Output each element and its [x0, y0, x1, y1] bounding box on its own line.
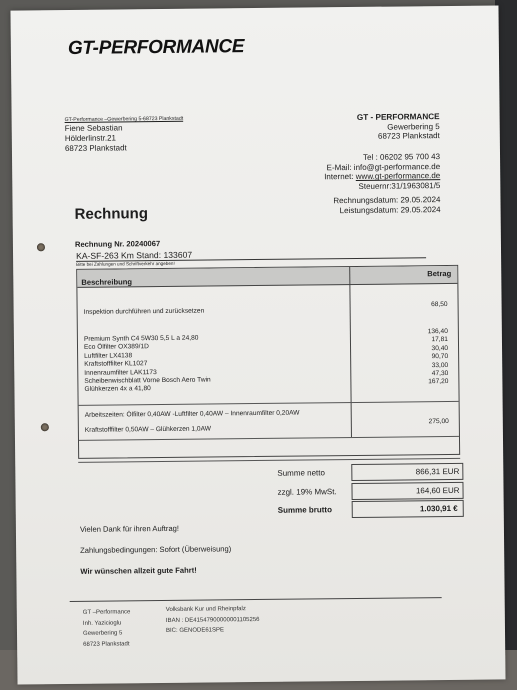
- table-row: Eco Ölfilter OX389/1D: [83, 343, 149, 352]
- company-contact: [324, 152, 440, 192]
- amount-cell: 17,81: [431, 336, 448, 344]
- footer-divider: [70, 597, 442, 602]
- recipient-city: 68723 Plankstadt: [64, 143, 127, 154]
- company-street: Gewerbering 5: [387, 121, 440, 132]
- amount-cell: 167,20: [428, 378, 449, 386]
- table-row: Premium Synth C4 5W30 5,5 L a 24,80: [83, 334, 199, 343]
- table-row: Glühkerzen 4x a 41,80: [84, 385, 151, 394]
- company-city: 68723 Plankstadt: [377, 131, 440, 141]
- net-total-label: Summe netto: [277, 468, 325, 478]
- row-divider: [79, 436, 459, 441]
- reference-note: Bitte bei Zahlungen und Schriftverkehr angeben!: [76, 260, 175, 267]
- table-row: Innenraumfilter LAK1173: [84, 368, 157, 377]
- amount-cell: 30,40: [431, 344, 449, 352]
- column-divider: [349, 267, 352, 437]
- payment-terms: Zahlungsbedingungen: Sofort (Überweisung): [80, 544, 232, 555]
- inspection-description: Inspektion durchführen und zurücksetzen: [83, 307, 205, 316]
- labor-line-2: Kraftstofffilter 0,50AW – Glühkerzen 1,0AW: [84, 425, 211, 434]
- footer-bank: [166, 604, 260, 636]
- amount-cell: 47,30: [431, 370, 449, 378]
- footer-city: 68723 Plankstadt: [83, 640, 130, 648]
- footer-owner: Inh. Yazicioglu: [82, 619, 122, 627]
- invoice-table: [76, 265, 460, 459]
- amount-cell: 90,70: [431, 353, 449, 361]
- company-logo: GT-PERFORMANCE: [67, 36, 245, 59]
- table-row: Luftfilter LX4138: [84, 352, 133, 360]
- invoice-date: Rechnungsdatum: 29.05.2024: [333, 195, 441, 206]
- website-link[interactable]: www.gt-performance.de: [355, 171, 441, 182]
- bank-iban: IBAN : DE41547900000001105256: [165, 616, 260, 624]
- footer-company: [83, 607, 131, 649]
- parts-amounts: [428, 328, 449, 387]
- contact-email: E-Mail: info@gt-performance.de: [326, 161, 441, 172]
- tax-number: Steuernr:31/1963081/5: [358, 180, 441, 191]
- vehicle-plate-mileage: KA-SF-263 Km Stand: 133607: [76, 247, 426, 262]
- amount-cell: 136,40: [427, 328, 448, 336]
- company-name: GT - PERFORMANCE: [356, 112, 440, 122]
- punch-hole: [37, 243, 45, 251]
- internet-label: Internet:: [324, 172, 356, 182]
- row-divider: [78, 458, 460, 463]
- row-divider: [79, 401, 459, 406]
- contact-phone: Tel : 06202 95 700 43: [363, 152, 441, 162]
- service-date: Leistungsdatum: 29.05.2024: [339, 204, 441, 215]
- bank-bic: BIC: GENODE61SPE: [165, 627, 225, 634]
- document-title: Rechnung: [74, 205, 149, 223]
- sender-return-address: GT-Performance –Gewerbering 5-68723 Plankstadt: [64, 115, 184, 124]
- company-address: [357, 112, 440, 141]
- column-header-description: Beschreibung: [81, 277, 133, 287]
- gross-total-label: Summe brutto: [277, 505, 333, 515]
- table-row: Kraftstofffilter KL1027: [84, 360, 148, 369]
- vat-value: 164,60 EUR: [415, 485, 460, 496]
- recipient-address: [65, 123, 127, 154]
- parts-list: [84, 334, 211, 394]
- invoice-dates: [333, 195, 440, 215]
- bank-name: Volksbank Kur und Rheinpfalz: [165, 606, 246, 613]
- footer-company-name: GT –Performance: [82, 609, 131, 616]
- gross-total-value: 1.030,91 €: [419, 503, 458, 514]
- column-header-amount: Betrag: [427, 268, 452, 279]
- table-row: Scheibenwischblatt Vorne Bosch Aero Twin: [84, 376, 211, 385]
- punch-hole: [41, 423, 49, 431]
- amount-cell: 33,00: [431, 361, 449, 369]
- net-total-value: 866,31 EUR: [415, 466, 460, 477]
- invoice-paper: [10, 5, 505, 684]
- table-header: [77, 266, 457, 288]
- labor-amount: 275,00: [428, 418, 449, 426]
- thank-you-note: Vielen Dank für ihren Auftrag!: [79, 523, 180, 534]
- closing-wish: Wir wünschen allzeit gute Fahrt!: [80, 565, 197, 576]
- labor-line-1: Arbeitszeiten: Ölfilter 0,40AW -Luftfilter 0,40AW – Innenraumfilter 0,20AW: [84, 409, 300, 419]
- invoice-number: Rechnung Nr. 20240067: [74, 239, 161, 249]
- recipient-street: Hölderlinstr.21: [64, 133, 117, 144]
- vat-label: zzgl. 19% MwSt.: [277, 487, 337, 497]
- recipient-name: Fiene Sebastian: [64, 123, 123, 134]
- inspection-amount: 68,50: [431, 301, 448, 309]
- footer-street: Gewerbering 5: [82, 630, 123, 637]
